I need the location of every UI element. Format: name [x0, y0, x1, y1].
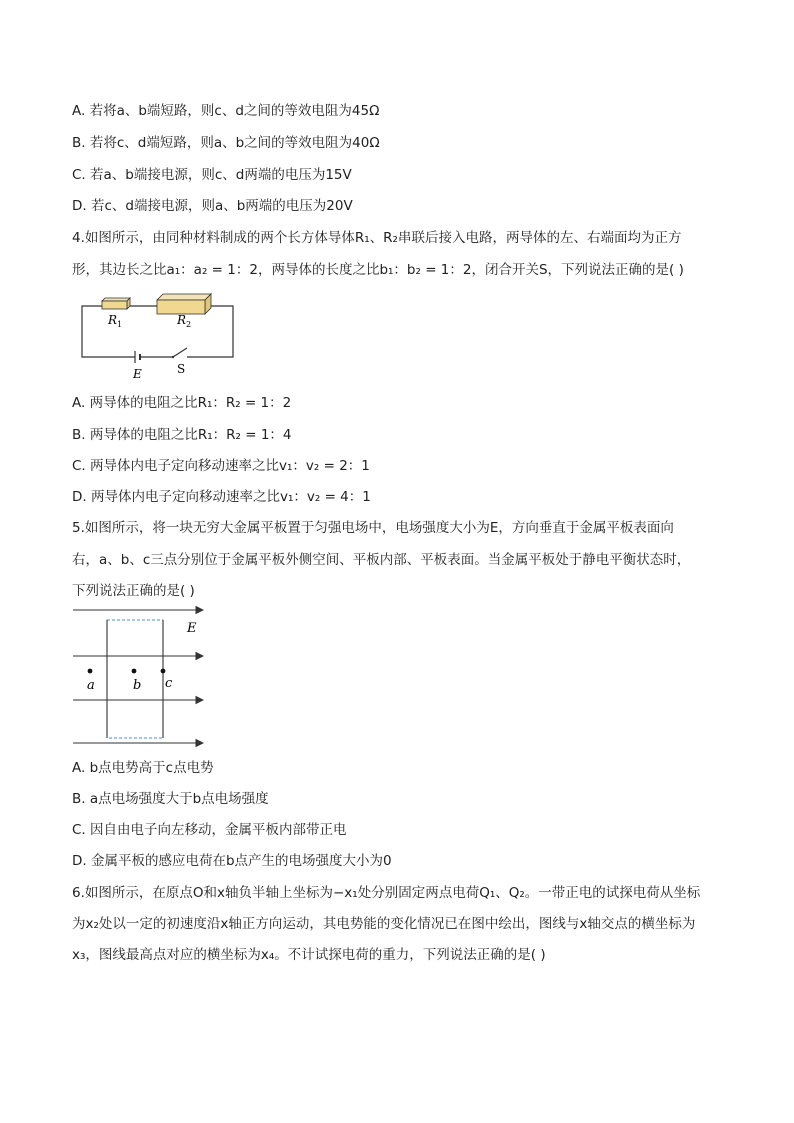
q6-stem-line-3: x₃，图线最高点对应的横坐标为x₄。不计试探电荷的重力，下列说法正确的是( ): [72, 947, 546, 963]
q3-option-b: B. 若将c、d端短路，则a、b之间的等效电阻为40Ω: [72, 135, 380, 151]
battery-symbol: [135, 351, 173, 363]
s-label: S: [177, 362, 186, 376]
q4-option-d: D. 两导体内电子定向移动速率之比v₁：v₂ = 4：1: [72, 489, 371, 505]
q4-option-a: A. 两导体的电阻之比R₁：R₂ = 1：2: [72, 395, 292, 411]
q4-stem-line-1: 4.如图所示，由同种材料制成的两个长方体导体R₁、R₂串联后接入电路，两导体的左、右端面均为正方: [72, 230, 682, 246]
e-label: E: [133, 367, 142, 381]
q4-option-c: C. 两导体内电子定向移动速率之比v₁：v₂ = 2：1: [72, 458, 370, 474]
point-b: [132, 669, 137, 674]
r1-label: $R_1$: [108, 313, 123, 329]
q6-stem-line-1: 6.如图所示，在原点O和x轴负半轴上坐标为−x₁处分别固定两点电荷Q₁、Q₂。一带正电的试探电荷从坐标: [72, 885, 701, 901]
q5-option-c: C. 因自由电子向左移动，金属平板内部带正电: [72, 822, 347, 838]
q5-option-a: A. b点电势高于c点电势: [72, 760, 214, 776]
q5-option-d: D. 金属平板的感应电荷在b点产生的电场强度大小为0: [72, 853, 392, 869]
q6-stem-line-2: 为x₂处以一定的初速度沿x轴正方向运动，其电势能的变化情况已在图中绘出，图线与x轴交点的横坐标为: [72, 916, 696, 932]
point-c: [161, 669, 166, 674]
q3-option-a: A. 若将a、b端短路，则c、d之间的等效电阻为45Ω: [72, 103, 380, 119]
q3-option-c: C. 若a、b端接电源，则c、d两端的电压为15V: [72, 167, 352, 183]
q5-stem-line-3: 下列说法正确的是( ): [72, 583, 195, 599]
r2-conductor: [157, 294, 211, 314]
q4-option-b: B. 两导体的电阻之比R₁：R₂ = 1：4: [72, 427, 292, 443]
q4-stem-line-2: 形，其边长之比a₁：a₂ = 1：2，两导体的长度之比b₁：b₂ = 1：2，闭合开关S，下列说法正确的是( ): [72, 262, 684, 278]
switch-symbol: [172, 348, 187, 358]
q5-stem-line-2: 右，a、b、c三点分别位于金属平板外侧空间、平板内部、平板表面。当金属平板处于静电平衡状态时，: [72, 552, 691, 568]
q4-circuit-diagram: [75, 290, 245, 385]
point-c-label: c: [165, 676, 173, 691]
point-a: [88, 669, 93, 674]
q5-stem-line-1: 5.如图所示，将一块无穷大金属平板置于匀强电场中，电场强度大小为E，方向垂直于金属平板表面向: [72, 520, 674, 536]
field-e-label: E: [187, 621, 197, 636]
q5-field-diagram: [70, 605, 210, 750]
q3-option-d: D. 若c、d端接电源，则a、b两端的电压为20V: [72, 198, 353, 214]
point-a-label: a: [87, 678, 95, 693]
r1-conductor: [102, 298, 130, 309]
point-b-label: b: [133, 678, 142, 693]
q5-option-b: B. a点电场强度大于b点电场强度: [72, 791, 269, 807]
r2-label: $R_2$: [177, 313, 192, 329]
